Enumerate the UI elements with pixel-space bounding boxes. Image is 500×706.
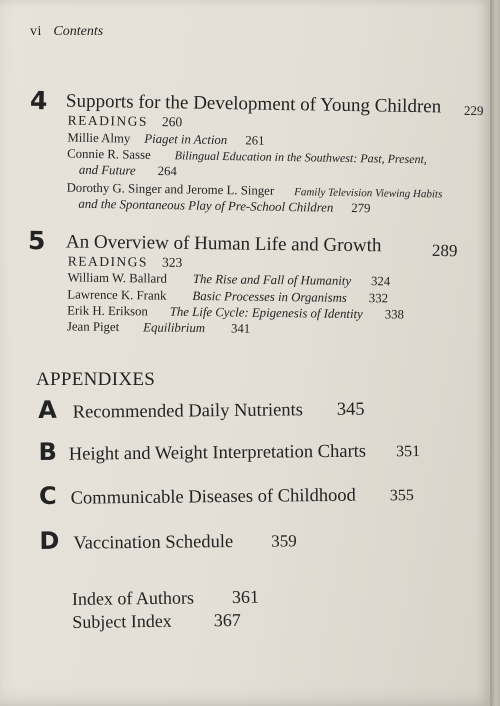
entry-page: 338: [384, 307, 405, 322]
chapter-title: Supports for the Development of Young Children: [65, 90, 442, 118]
chapter-number: 4: [29, 86, 48, 116]
readings-label: READINGS: [67, 253, 149, 270]
appendix-title: Height and Weight Interpretation Charts: [68, 441, 367, 465]
entry-author: Jean Piget: [66, 319, 120, 335]
entry-page: 324: [370, 274, 391, 289]
entry-author: Dorothy G. Singer and Jerome L. Singer: [66, 180, 275, 198]
entry-work: The Rise and Fall of Humanity: [192, 271, 352, 288]
index-entry: [72, 610, 241, 633]
chapter-number: 5: [27, 225, 46, 256]
header-page-number: vi: [30, 24, 42, 39]
readings-page: 260: [161, 114, 183, 130]
entry-work: Bilingual Education in the Southwest: Past, Present,: [174, 148, 427, 167]
appendix-letter: D: [39, 526, 60, 556]
entry-page: 341: [230, 321, 251, 336]
appendix-title: Recommended Daily Nutrients: [72, 400, 303, 423]
appendix-page: 345: [336, 399, 365, 420]
entry-work: Family Television Viewing Habits: [294, 186, 443, 201]
entry-author: Connie R. Sasse: [67, 146, 151, 162]
appendix-page: 355: [389, 487, 414, 505]
index-page: 367: [213, 609, 241, 631]
chapter-page: 289: [431, 240, 458, 261]
entry-author: Lawrence K. Frank: [67, 287, 167, 303]
entry-author: Millie Almy: [67, 130, 131, 146]
appendix-page: 351: [395, 443, 421, 461]
entry-page: 264: [157, 164, 177, 179]
appendix-letter: A: [37, 395, 57, 425]
entry-work-continued: and the Spontaneous Play of Pre-School Children: [78, 196, 334, 215]
entry-author: William W. Ballard: [67, 270, 167, 286]
chapter-page: 229: [463, 102, 484, 119]
entry-author: Erik H. Erikson: [67, 303, 148, 319]
entry-page: 332: [368, 291, 389, 306]
entry-page: 279: [351, 201, 371, 216]
readings-page: 323: [161, 254, 183, 270]
header-title: Contents: [53, 24, 104, 39]
readings-label: READINGS: [67, 112, 149, 129]
entry-work: Equilibrium: [143, 320, 206, 336]
index-title: Index of Authors: [71, 587, 195, 609]
appendix-letter: C: [38, 481, 57, 511]
index-entry: [72, 587, 259, 610]
appendix-page: 359: [271, 531, 297, 551]
entry-page: 261: [245, 133, 265, 148]
chapter-title: An Overview of Human Life and Growth: [65, 231, 382, 257]
appendix-title: Communicable Diseases of Childhood: [70, 485, 356, 509]
appendix-letter: B: [38, 437, 57, 467]
index-title: Subject Index: [72, 610, 172, 632]
appendixes-heading: APPENDIXES: [36, 369, 156, 390]
entry-work-continued: and Future: [78, 162, 136, 178]
entry-work: The Life Cycle: Epigenesis of Identity: [169, 304, 363, 322]
appendix-title: Vaccination Schedule: [73, 531, 234, 554]
entry-work: Piaget in Action: [144, 131, 228, 148]
entry-work: Basic Processes in Organisms: [192, 288, 347, 305]
page-edge-shadow: [490, 0, 500, 706]
index-page: 361: [231, 586, 260, 608]
